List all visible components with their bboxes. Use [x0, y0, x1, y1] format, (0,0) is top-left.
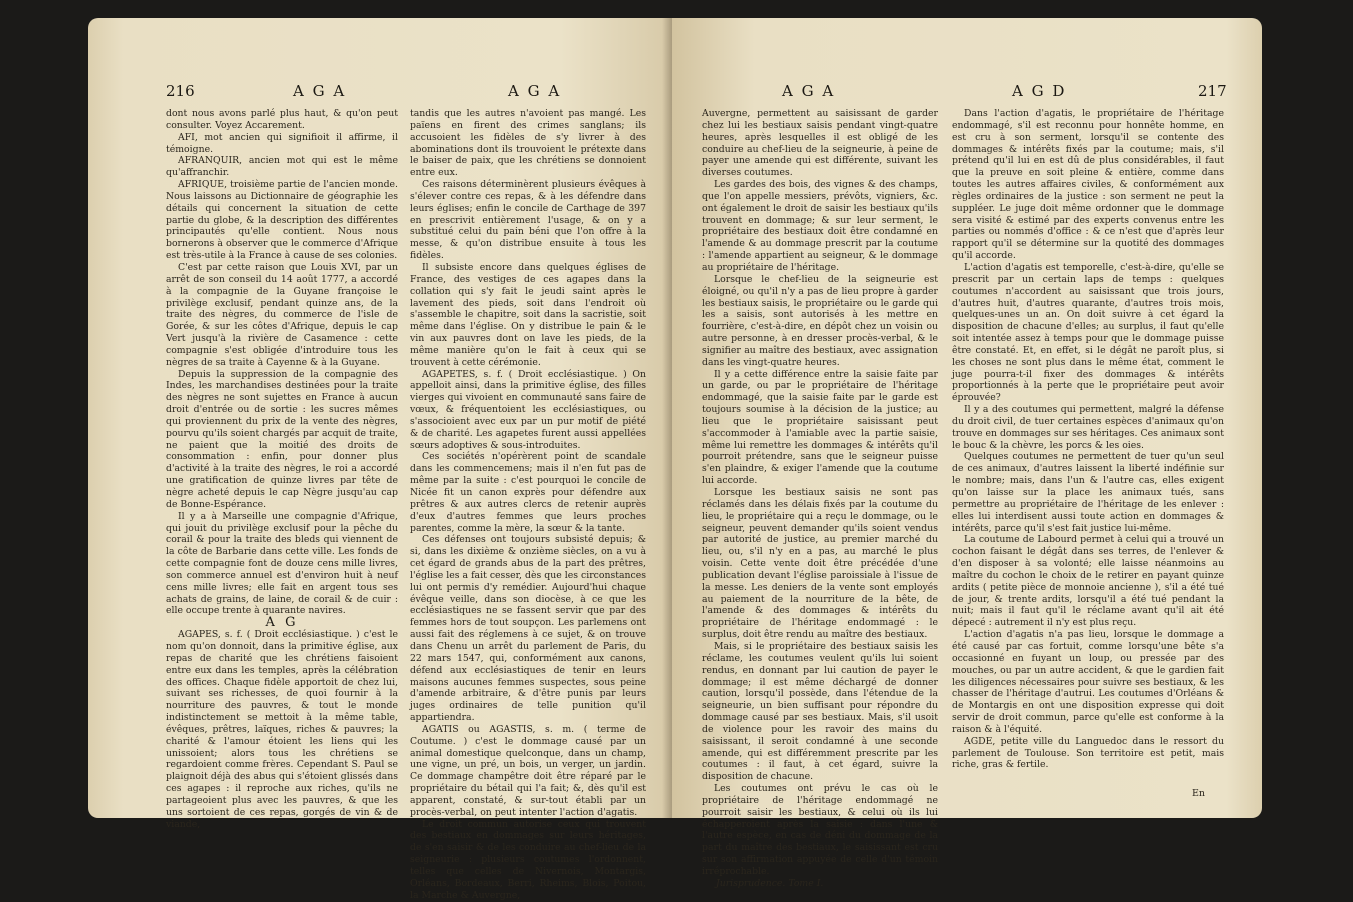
- paragraph: L'action d'agatis n'a pas lieu, lorsque le dommage a été causé par cas fortuit, comme lorsqu'une bête s'a occasionné en fuyant un loup, ou pressée par des mouches, ou par un autre accident, & que le gardien fait les diligences nécessaires pour suivre ses bestiaux, & les chasser de l'héritage d'autrui. Les coutumes d'Orléans & de Montargis en ont une disposition expresse qui doit servir de droit commun, parce qu'elle est conforme à la raison & à l'équité.: [952, 629, 1224, 735]
- paragraph: Mais, si le propriétaire des bestiaux saisis les réclame, les coutumes veulent qu'ils lui soient rendus, en donnant par lui caution de payer le dommage; il est même déchargé de donner caution, lorsqu'il possède, dans l'étendue de la seigneurie, un bien suffisant pour répondre du dommage causé par ses bestiaux. Mais, s'il usoit de violence pour les ravoir des mains du saisissant, il seroit condamné à une seconde amende, qui est différemment prescrite par les coutumes : il faut, à cet égard, suivre la disposition de chacune.: [702, 640, 938, 783]
- paragraph: La coutume de Labourd permet à celui qui a trouvé un cochon faisant le dégât dans ses terres, de l'enlever & d'en disposer à sa volonté; elle laisse néanmoins au maître du cochon le choix de le retirer en payant quinze ardits ( petite pièce de monnoie ancienne ), s'il a été tué de jour, & trente ardits, lorsqu'il a été tué pendant la nuit; mais il faut qu'il le réclame avant qu'il ait été dépecé : autrement il n'y est plus reçu.: [952, 534, 1224, 629]
- left-column-2: [410, 108, 646, 902]
- paragraph: Il y a des coutumes qui permettent, malgré la défense du droit civil, de tuer certaines espèces d'animaux qu'on trouve en dommages sur ses héritages. Ces animaux sont le bouc & la chèvre, les porcs & les oies.: [952, 404, 1224, 451]
- paragraph: Dans l'action d'agatis, le propriétaire de l'héritage endommagé, s'il est reconnu pour honnête homme, en est cru à son serment, lorsqu'il se contente des dommages & intérêts fixés par la coutume; mais, s'il prétend qu'il lui en est dû de plus considérables, il faut que la preuve en soit pleine & entière, comme dans toutes les autres affaires civiles, & conformément aux règles ordinaires de la justice : son serment ne peut la suppléer. Le juge doit même ordonner que le dommage sera visité & estimé par des experts convenus entre les parties ou nommés d'office : & ce n'est que d'après leur rapport qu'il se détermine sur la quotité des dommages qu'il accorde.: [952, 108, 1224, 262]
- paragraph: L'action d'agatis est temporelle, c'est-à-dire, qu'elle se prescrit par un certain laps de temps : quelques coutumes n'accordent au saisissant que trois jours, d'autres huit, d'autres quarante, d'autres trois mois, quelques-unes un an. On doit suivre à cet égard la disposition de chacune d'elles; au surplus, il faut qu'elle soit intentée assez à temps pour que le dommage puisse être constaté. Et, en effet, si le dégât ne paroît plus, si les choses ne sont plus dans le même état, comment le juge pourra-t-il fixer des dommages & intérêts proportionnés à la perte que le propriétaire peut avoir éprouvée?: [952, 261, 1224, 404]
- paragraph: Il subsiste encore dans quelques églises de France, des vestiges de ces agapes dans la collation qui s'y fait le jeudi saint après le lavement des pieds, soit dans l'endroit où s'assemble le chapitre, soit dans la sacristie, soit même dans l'église. On y distribue le pain & le vin aux pauvres dont on lave les pieds, de la même manière qu'on le fait à ceux qui se trouvent à cette cérémonie.: [410, 261, 646, 368]
- left-page: [88, 18, 678, 901]
- paragraph: Ces défenses ont toujours subsisté depuis; & si, dans les dixième & onzième siècles, on a vu à cet égard de grands abus de la part des prêtres, l'église les a fait cesser, dès que les circonstances lui ont permis d'y remédier. Aujourd'hui chaque évêque veille, dans son diocèse, à ce que les ecclésiastiques ne se fassent servir que par des femmes hors de tout soupçon. Les parlemens ont aussi fait des réglemens à ce sujet, & on trouve dans Chenu un arrêt du parlement de Paris, du 22 mars 1547, qui, conformément aux canons, défend aux ecclésiastiques de tenir en leurs maisons aucunes femmes suspectes, sous peine d'amende arbitraire, & d'être punis par leurs juges ordinaires de telle punition qu'il appartiendra.: [410, 534, 646, 724]
- right-page: [672, 18, 1262, 889]
- right-column-2: [952, 108, 1224, 771]
- left-running-head-1: A G A: [293, 82, 347, 100]
- paragraph: AGATIS ou AGASTIS, s. m. ( terme de Coutume. ) c'est le dommage causé par un animal domestique quelconque, dans un champ, une vigne, un pré, un bois, un verger, un jardin. Ce dommage champêtre doit être réparé par le propriétaire du bétail qui l'a fait; &, dès qu'il est apparent, constaté, & sur-tout établi par un procès-verbal, on peut intenter l'action d'agatis.: [410, 723, 646, 818]
- paragraph: Lorsque le chef-lieu de la seigneurie est éloigné, ou qu'il n'y a pas de lieu propre à garder les bestiaux saisis, le propriétaire ou le garde qui les a saisis, sont autorisés à les mettre en fourrière, c'est-à-dire, en dépôt chez un voisin ou autre personne, à en dresser procès-verbal, & le signifier au maître des bestiaux, avec assignation dans les vingt-quatre heures.: [702, 273, 938, 368]
- paragraph: Auvergne, permettent au saisissant de garder chez lui les bestiaux saisis pendant vingt-quatre heures, après lesquelles il est obligé de les conduire au chef-lieu de la seigneurie, à peine de payer une amende qui est différente, suivant les diverses coutumes.: [702, 108, 938, 179]
- paragraph: AFRANQUIR, ancien mot qui est le même qu'affranchir.: [166, 155, 398, 179]
- paragraph: Ces raisons déterminèrent plusieurs évêques à s'élever contre ces repas, & à les défendre dans leurs églises; enfin le concile de Carthage de 397 en prescrivit entièrement l'usage, & on y a substitué celui du pain béni que l'on offre à la messe, & qu'on distribue ensuite à tous les fidèles.: [410, 179, 646, 262]
- paragraph: Lorsque les bestiaux saisis ne sont pas réclamés dans les délais fixés par la coutume du lieu, le propriétaire qui a reçu le dommage, ou le seigneur, peuvent demander qu'ils soient vendus par autorité de justice, au premier marché du lieu, ou, s'il n'y en a pas, au marché le plus voisin. Cette vente doit être précédée d'une publication devant l'église paroissiale à l'issue de la messe. Les deniers de la vente sont employés au paiement de la nourriture de la bête, de l'amende & des dommages & intérêts du propriétaire de l'héritage endommagé : le surplus, doit être rendu au maître des bestiaux.: [702, 487, 938, 641]
- volume-footer: Jurisprudence. Tome I.: [716, 877, 824, 889]
- left-running-head-2: A G A: [508, 82, 562, 100]
- paragraph: Il y a à Marseille une compagnie d'Afrique, qui jouit du privilège exclusif pour la pêche du corail & pour la traite des bleds qui viennent de la côte de Barbarie dans cette ville. Les fonds de cette compagnie font de douze cens mille livres, son commerce annuel est d'environ huit à neuf cens mille livres; elle fait en argent tous ses achats de grains, de laine, de corail & de cuir : elle occupe trente à quarante navires.: [166, 510, 398, 617]
- right-page-number: 217: [1198, 82, 1227, 100]
- paragraph: Les gardes des bois, des vignes & des champs, que l'on appelle messiers, prévôts, vigniers, &c. ont également le droit de saisir les bestiaux qu'ils trouvent en dommage; & sur leur serment, le propriétaire des bestiaux doit être condamné en l'amende & au dommage prescrit par la coutume : l'amende appartient au seigneur, & le dommage au propriétaire de l'héritage.: [702, 179, 938, 273]
- paragraph: AGAPES, s. f. ( Droit ecclésiastique. ) c'est le nom qu'on donnoit, dans la primitive église, aux repas de charité que les chrétiens faisoient entre eux dans les temples, après la célébration des offices. Chaque fidèle apportoit de chez lui, suivant ses richesses, de quoi fournir à la nourriture des pauvres, & tout le monde indistinctement se mettoit à la même table, évêques, prêtres, laïques, riches & pauvres; la charité & l'amour étoient les liens qui les unissoient; alors tous les chrétiens se regardoient comme frères. Cependant S. Paul se plaignoit déjà des abus qui s'étoient glissés dans ces agapes : il reproche aux riches, qu'ils ne partageoient plus avec les pauvres, & que les uns sortoient de ces repas, gorgés de vin & de viande,: [166, 629, 398, 830]
- left-page-number: 216: [166, 82, 195, 100]
- paragraph: AFI, mot ancien qui signifioit il affirme, il témoigne.: [166, 131, 398, 155]
- right-running-head-2: A G D: [1012, 82, 1067, 100]
- paragraph: AGAPETES, s. f. ( Droit ecclésiastique. ) On appelloit ainsi, dans la primitive église, des filles vierges qui vivoient en communauté sans faire de vœux, & fréquentoient les ecclésiastiques, ou s'associoient avec eux par un pur motif de piété & de charité. Les agapetes furent aussi appellées sœurs adoptives & sous-introduites.: [410, 368, 646, 451]
- paragraph: AGDE, petite ville du Languedoc dans le ressort du parlement de Toulouse. Son territoire est petit, mais riche, gras & fertile.: [952, 735, 1224, 771]
- paragraph: AFRIQUE, troisième partie de l'ancien monde. Nous laissons au Dictionnaire de géographie les détails qui concernent la situation de cette partie du globe, & la description des différentes principautés qu'elle contient. Nous nous bornerons à observer que le commerce d'Afrique est très-utile à la France à cause de ses colonies.: [166, 179, 398, 262]
- right-running-head-1: A G A: [782, 82, 836, 100]
- paragraph: Il y a cette différence entre la saisie faite par un garde, ou par le propriétaire de l'héritage endommagé, que la saisie faite par le garde est toujours soumise à la décision de la justice; au lieu que le propriétaire saisissant peut s'accommoder à l'amiable avec la partie saisie, même lui remettre les dommages & intérêts qu'il pourroit prétendre, sans que le seigneur puisse s'en plaindre, & exiger l'amende que la coutume lui accorde.: [702, 368, 938, 487]
- paragraph: Les coutumes ont prévu le cas où le propriétaire de l'héritage endommagé ne pourroit saisir les bestiaux, & celui où ils lui échapperoient après la saisie : dans l'une & l'autre espèce, en cas de déni du dommage de la part du maître des bestiaux, le saisissant est cru sur son affirmation appuyée de celle d'un témoin irréprochable.: [702, 783, 938, 877]
- left-column-1: [166, 108, 398, 830]
- paragraph: dont nous avons parlé plus haut, & qu'on peut consulter. Voyez Accarement.: [166, 108, 398, 131]
- paragraph: tandis que les autres n'avoient pas mangé. Les païens en firent des crimes sanglans; ils accusoient les fidèles de s'y livrer à des abominations dont ils trouvoient le prétexte dans le baiser de paix, que les chrétiens se donnoient entre eux.: [410, 108, 646, 179]
- paragraph: Quelques coutumes ne permettent de tuer qu'un seul de ces animaux, d'autres laissent la liberté indéfinie sur le nombre; mais, dans l'un & l'autre cas, elles exigent qu'on laisse sur la place les animaux tués, sans permettre au propriétaire de l'héritage de les enlever : elles lui interdisent aussi toute action en dommages & intérêts, parce qu'il s'est fait justice lui-même.: [952, 451, 1224, 534]
- right-column-1: [702, 108, 938, 890]
- section-heading: A G: [265, 615, 299, 631]
- paragraph: Ces sociétés n'opérèrent point de scandale dans les commencemens; mais il n'en fut pas de même par la suite : c'est pourquoi le concile de Nicée fit un canon exprès pour défendre aux prêtres & aux autres clercs de retenir auprès d'eux d'autres femmes que leurs proches parentes, comme la mère, la sœur & la tante.: [410, 451, 646, 534]
- catchword: En: [1192, 788, 1206, 799]
- paragraph: C'est par cette raison que Louis XVI, par un arrêt de son conseil du 14 août 1777, a accordé à la compagnie de la Guyane françoise le privilège exclusif, pendant quinze ans, de la traite des nègres, du commerce de l'isle de Gorée, & sur les côtes d'Afrique, depuis le cap Vert jusqu'à la rivière de Casamence : cette compagnie s'est obligée d'introduire tous les nègres de sa traite à Cayenne & à la Guyane.: [166, 261, 398, 368]
- paragraph: Depuis la suppression de la compagnie des Indes, les marchandises destinées pour la traite des nègres ne sont sujettes en France à aucun droit d'entrée ou de sortie : les sucres mêmes qui proviennent du prix de la vente des nègres, pourvu qu'ils soient chargés par acquit de traite, ne paient que la moitié des droits de consommation : enfin, pour donner plus d'activité à la traite des nègres, le roi a accordé une gratification de quinze livres par tête de nègre acheté depuis le cap Nègre jusqu'au cap de Bonne-Espérance.: [166, 368, 398, 510]
- paragraph: Le droit commun autorise ceux qui trouvent des bestiaux en dommages sur leurs héritages, de s'en saisir & de les conduire au chef-lieu de la seigneurie : plusieurs coutumes l'ordonnent, telles que celles de Nivernois, Montargis, Orléans, Bordeaux, Berri, Rheims, Blois, Poitou, la Marche & Auvergne,: [410, 818, 646, 901]
